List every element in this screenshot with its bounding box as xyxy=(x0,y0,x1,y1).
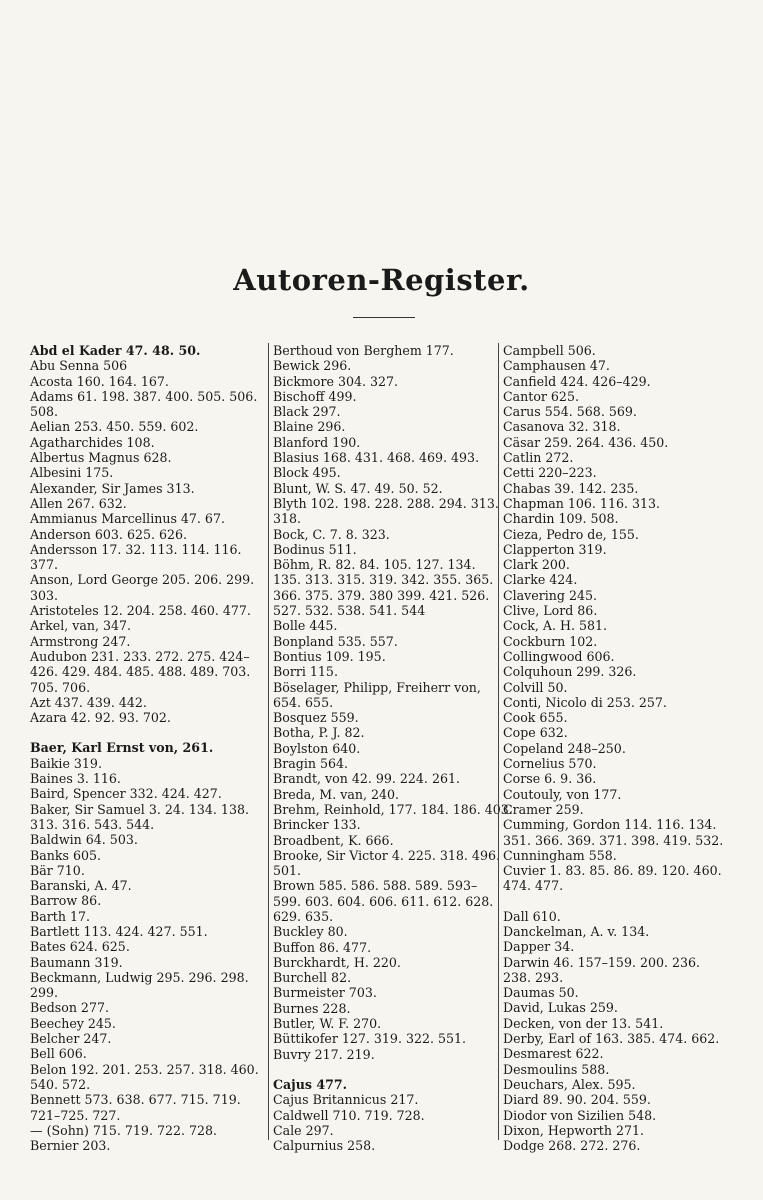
index-entry: Brandt, von 42. 99. 224. 261. xyxy=(273,771,460,787)
index-entry: Cumming, Gordon 114. 116. 134. xyxy=(503,817,717,833)
index-entry: Camphausen 47. xyxy=(503,358,610,374)
index-entry: Dapper 34. xyxy=(503,939,575,955)
index-entry: Böselager, Philipp, Freiherr von, xyxy=(273,679,481,695)
index-entry: Copeland 248–250. xyxy=(503,740,626,756)
index-entry: Anson, Lord George 205. 206. 299. xyxy=(30,572,255,588)
index-entry: Cramer 259. xyxy=(503,801,584,817)
index-entry: 599. 603. 604. 606. 611. 612. 628. xyxy=(273,893,494,909)
index-entry: 629. 635. xyxy=(273,908,334,924)
index-entry: Alexander, Sir James 313. xyxy=(30,480,195,496)
index-entry: Bonpland 535. 557. xyxy=(273,633,398,649)
index-entry: Desmarest 622. xyxy=(503,1046,604,1062)
index-entry: Arkel, van, 347. xyxy=(30,618,132,634)
index-entry: Desmoulins 588. xyxy=(503,1061,610,1077)
index-entry: Brown 585. 586. 588. 589. 593– xyxy=(273,878,478,894)
index-entry: Campbell 506. xyxy=(503,343,596,358)
index-entry: Derby, Earl of 163. 385. 474. 662. xyxy=(503,1031,720,1047)
index-entry: Darwin 46. 157–159. 200. 236. xyxy=(503,954,701,970)
index-entry: Collingwood 606. xyxy=(503,648,615,664)
index-entry: 313. 316. 543. 544. xyxy=(30,816,155,832)
index-entry: Bartlett 113. 424. 427. 551. xyxy=(30,923,208,939)
index-entry: Baranski, A. 47. xyxy=(30,878,132,894)
index-entry: Caldwell 710. 719. 728. xyxy=(273,1107,425,1123)
index-entry: Bolle 445. xyxy=(273,618,338,634)
index-entry: Bontius 109. 195. xyxy=(273,648,386,664)
index-entry: 299. xyxy=(30,985,59,1001)
index-entry: Cook 655. xyxy=(503,710,568,726)
index-entry: Azt 437. 439. 442. xyxy=(30,694,147,710)
index-entry: Conti, Nicolo di 253. 257. xyxy=(503,694,667,710)
index-entry: Baumann 319. xyxy=(30,954,123,970)
index-entry: Diodor von Sizilien 548. xyxy=(503,1107,657,1123)
index-entry: 508. xyxy=(30,404,59,420)
index-entry: Bock, C. 7. 8. 323. xyxy=(273,526,390,542)
index-entry: Albesini 175. xyxy=(30,465,114,481)
index-entry: 426. 429. 484. 485. 488. 489. 703. xyxy=(30,664,251,680)
index-entry: Cajus Britannicus 217. xyxy=(273,1092,419,1108)
index-entry: Andersson 17. 32. 113. 114. 116. xyxy=(30,541,242,557)
index-entry: 501. xyxy=(273,863,302,879)
index-entry: 135. 313. 315. 319. 342. 355. 365. xyxy=(273,572,494,588)
index-entry: Cieza, Pedro de, 155. xyxy=(503,526,639,542)
index-entry: Bernier 203. xyxy=(30,1138,111,1154)
index-entry: Coutouly, von 177. xyxy=(503,786,622,802)
index-entry: Cuvier 1. 83. 85. 86. 89. 120. 460. xyxy=(503,863,722,879)
index-entry: Clarke 424. xyxy=(503,572,578,588)
index-entry: Banks 605. xyxy=(30,847,102,863)
index-entry: Bennett 573. 638. 677. 715. 719. xyxy=(30,1092,241,1108)
index-entry: Colvill 50. xyxy=(503,679,568,695)
index-entry: Belcher 247. xyxy=(30,1031,112,1047)
index-entry: Barth 17. xyxy=(30,908,90,924)
index-entry: Corse 6. 9. 36. xyxy=(503,771,597,787)
index-entry: Bosquez 559. xyxy=(273,710,359,726)
index-entry: Bickmore 304. 327. xyxy=(273,373,399,389)
index-entry: Burmeister 703. xyxy=(273,985,377,1001)
index-entry: Deuchars, Alex. 595. xyxy=(503,1076,636,1092)
index-entry: 351. 366. 369. 371. 398. 419. 532. xyxy=(503,832,724,848)
title-rule xyxy=(353,317,415,318)
index-entry: Cope 632. xyxy=(503,725,568,741)
index-column-1 xyxy=(30,343,266,1154)
index-entry: Aristoteles 12. 204. 258. 460. 477. xyxy=(30,603,251,619)
index-entry: 654. 655. xyxy=(273,694,334,710)
index-entry: Burchell 82. xyxy=(273,970,352,986)
index-entry: Baines 3. 116. xyxy=(30,771,121,787)
index-entry: Belon 192. 201. 253. 257. 318. 460. xyxy=(30,1061,259,1077)
index-entry: Blunt, W. S. 47. 49. 50. 52. xyxy=(273,480,443,496)
index-entry: Dall 610. xyxy=(503,908,561,924)
index-entry: Burnes 228. xyxy=(273,1000,351,1016)
index-entry: Albertus Magnus 628. xyxy=(30,450,172,466)
index-entry: Bedson 277. xyxy=(30,1000,109,1016)
index-entry: Blasius 168. 431. 468. 469. 493. xyxy=(273,450,480,466)
index-entry: Butler, W. F. 270. xyxy=(273,1016,382,1032)
index-entry: Baer, Karl Ernst von, 261. xyxy=(30,740,214,756)
index-entry: Chardin 109. 508. xyxy=(503,511,619,527)
index-entry: Aelian 253. 450. 559. 602. xyxy=(30,419,199,435)
index-entry: Decken, von der 13. 541. xyxy=(503,1015,664,1031)
index-entry: Cock, A. H. 581. xyxy=(503,618,608,634)
index-entry: Calpurnius 258. xyxy=(273,1138,376,1154)
index-entry: Abd el Kader 47. 48. 50. xyxy=(30,343,201,358)
index-entry: Cantor 625. xyxy=(503,388,579,404)
index-entry: Baird, Spencer 332. 424. 427. xyxy=(30,786,222,802)
index-entry: Clark 200. xyxy=(503,557,570,573)
index-entry: Broadbent, K. 666. xyxy=(273,832,394,848)
index-entry: Baikie 319. xyxy=(30,755,102,771)
index-entry: Catlin 272. xyxy=(503,450,574,466)
index-entry: Boylston 640. xyxy=(273,740,361,756)
index-entry: Clavering 245. xyxy=(503,587,598,603)
index-entry: Chapman 106. 116. 313. xyxy=(503,495,661,511)
index-entry: 303. xyxy=(30,587,59,603)
index-entry: David, Lukas 259. xyxy=(503,1000,618,1016)
index-entry: Dodge 268. 272. 276. xyxy=(503,1138,641,1154)
index-entry: Canfield 424. 426–429. xyxy=(503,373,651,389)
index-entry: Bär 710. xyxy=(30,862,85,878)
index-entry: Abu Senna 506 xyxy=(30,358,128,374)
index-column-3 xyxy=(498,343,737,1154)
index-entry: Blaine 296. xyxy=(273,419,346,435)
index-entry: Ammianus Marcellinus 47. 67. xyxy=(30,511,225,527)
index-entry: Carus 554. 568. 569. xyxy=(503,404,637,420)
index-entry: Berthoud von Berghem 177. xyxy=(273,343,454,358)
index-entry: Breda, M. van, 240. xyxy=(273,786,399,802)
index-entry: Brehm, Reinhold, 177. 184. 186. 403. xyxy=(273,801,513,817)
index-entry: Beechey 245. xyxy=(30,1015,116,1031)
index-entry: Danckelman, A. v. 134. xyxy=(503,923,650,939)
index-entry: Cetti 220–223. xyxy=(503,465,597,481)
index-entry: Böhm, R. 82. 84. 105. 127. 134. xyxy=(273,557,476,573)
index-entry: Buvry 217. 219. xyxy=(273,1046,375,1062)
index-entry: Büttikofer 127. 319. 322. 551. xyxy=(273,1031,467,1047)
letter-section-gap xyxy=(30,725,266,740)
index-entry: Bates 624. 625. xyxy=(30,939,130,955)
index-entry: Bischoff 499. xyxy=(273,388,357,404)
index-entry: Beckmann, Ludwig 295. 296. 298. xyxy=(30,969,249,985)
index-entry: Cockburn 102. xyxy=(503,633,598,649)
index-entry: Azara 42. 92. 93. 702. xyxy=(30,710,171,726)
index-entry: Clapperton 319. xyxy=(503,541,607,557)
index-entry: Black 297. xyxy=(273,404,341,420)
index-entry: 366. 375. 379. 380 399. 421. 526. xyxy=(273,587,490,603)
page-title: Autoren-Register. xyxy=(233,263,530,297)
index-entry: Cale 297. xyxy=(273,1122,334,1138)
index-entry: Blanford 190. xyxy=(273,434,361,450)
index-entry: Agatharchides 108. xyxy=(30,434,155,450)
index-entry: Baldwin 64. 503. xyxy=(30,832,138,848)
index-column-2 xyxy=(268,343,513,1154)
index-entry: Cajus 477. xyxy=(273,1076,348,1092)
index-entry: 474. 477. xyxy=(503,878,564,894)
index-entry: Armstrong 247. xyxy=(30,633,131,649)
index-entry: 318. xyxy=(273,511,302,527)
index-entry: 527. 532. 538. 541. 544 xyxy=(273,603,426,619)
index-entry: Brincker 133. xyxy=(273,817,361,833)
index-entry: Cornelius 570. xyxy=(503,756,597,772)
index-entry: Brooke, Sir Victor 4. 225. 318. 496. xyxy=(273,847,500,863)
letter-section-gap xyxy=(273,1062,501,1077)
index-entry: Chabas 39. 142. 235. xyxy=(503,480,639,496)
index-entry: Bodinus 511. xyxy=(273,541,357,557)
index-entry: Borri 115. xyxy=(273,664,338,680)
index-entry: Clive, Lord 86. xyxy=(503,603,598,619)
index-entry: Acosta 160. 164. 167. xyxy=(30,373,169,389)
index-entry: Dixon, Hepworth 271. xyxy=(503,1122,645,1138)
index-entry: Block 495. xyxy=(273,465,341,481)
index-entry: 540. 572. xyxy=(30,1076,91,1092)
index-entry: 721–725. 727. xyxy=(30,1107,121,1123)
index-entry: Diard 89. 90. 204. 559. xyxy=(503,1092,651,1108)
index-entry: Colquhoun 299. 326. xyxy=(503,664,637,680)
index-entry: Daumas 50. xyxy=(503,985,579,1001)
index-entry: Baker, Sir Samuel 3. 24. 134. 138. xyxy=(30,801,249,817)
index-entry: 377. xyxy=(30,557,59,573)
index-entry: Bewick 296. xyxy=(273,358,352,374)
index-entry: Anderson 603. 625. 626. xyxy=(30,526,188,542)
index-entry: Buckley 80. xyxy=(273,924,348,940)
index-entry: Audubon 231. 233. 272. 275. 424– xyxy=(30,648,250,664)
index-entry: — (Sohn) 715. 719. 722. 728. xyxy=(30,1122,218,1138)
index-entry: Barrow 86. xyxy=(30,893,102,909)
index-entry: Burckhardt, H. 220. xyxy=(273,954,401,970)
index-entry: 238. 293. xyxy=(503,969,564,985)
index-entry: Botha, P. J. 82. xyxy=(273,725,365,741)
index-entry: Buffon 86. 477. xyxy=(273,939,372,955)
index-entry: Adams 61. 198. 387. 400. 505. 506. xyxy=(30,388,258,404)
index-entry: Bell 606. xyxy=(30,1046,87,1062)
letter-section-gap xyxy=(503,894,737,909)
index-entry: Blyth 102. 198. 228. 288. 294. 313. xyxy=(273,495,499,511)
index-entry: Casanova 32. 318. xyxy=(503,419,621,435)
index-entry: Bragin 564. xyxy=(273,756,349,772)
index-entry: Cäsar 259. 264. 436. 450. xyxy=(503,434,669,450)
index-entry: Allen 267. 632. xyxy=(30,495,127,511)
index-entry: 705. 706. xyxy=(30,679,91,695)
index-entry: Cunningham 558. xyxy=(503,847,617,863)
